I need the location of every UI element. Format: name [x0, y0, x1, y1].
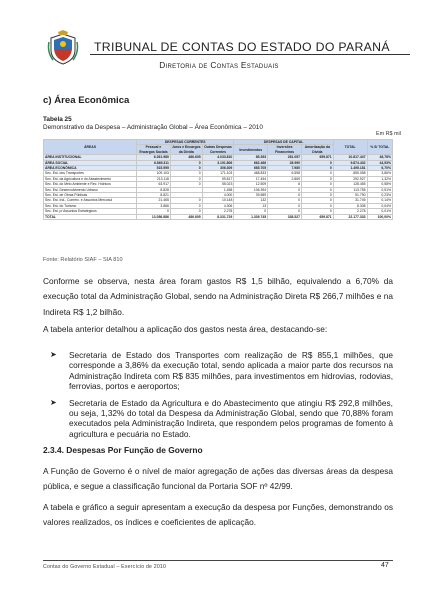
arrow-bullet-icon: ➤	[50, 350, 57, 359]
col-amortizacao: Amortização da Dívida	[301, 145, 333, 155]
paragraph-next-table: A tabela e gráfico a seguir apresentam a execução da despesa por Funções, demonstrando os valores realizados, os índices e coeficientes de aplicação.	[43, 502, 393, 528]
table-cell: 51.790	[333, 193, 367, 198]
department-subtitle: Diretoria de Contas Estaduais	[159, 60, 279, 70]
table-cell: 4.033.810	[202, 155, 234, 160]
col-juros: Juros e Encargos da Dívida	[172, 145, 201, 154]
table-unit: Em R$ mil	[376, 131, 401, 137]
table-cell: 8.821	[137, 193, 171, 198]
table-cell: 0	[170, 176, 202, 181]
table-cell: 13.056.886	[137, 214, 171, 219]
row-label: Sec. Est. Ind., Comérc. e Assuntos Mercosul	[44, 198, 137, 203]
table-cell: 0	[268, 209, 302, 214]
table-cell: 0	[170, 160, 202, 165]
table-cell: 171.103	[202, 171, 234, 176]
table-cell: 8.331.729	[202, 214, 234, 219]
table-cell: 338.527	[268, 214, 302, 219]
table-cell: 1,32%	[367, 176, 392, 181]
table-cell: 21.465	[137, 198, 171, 203]
table-cell: 0,58%	[367, 182, 392, 187]
table-cell: 113.755	[333, 187, 367, 192]
table-cell: 0	[137, 209, 171, 214]
group-capital: DESPESAS DE CAPITAL	[234, 140, 333, 145]
table-cell: 39.589	[234, 193, 268, 198]
row-label: Sec. Est. p/ Assuntos Estratégicos	[44, 209, 137, 214]
table-cell: 0	[301, 187, 333, 192]
table-cell: 0	[170, 209, 202, 214]
table-cell: 659.871	[301, 214, 333, 219]
table-cell: 55.023	[202, 182, 234, 187]
table-cell: 63.917	[137, 182, 171, 187]
table-cell: 0	[170, 203, 202, 208]
col-inversoes: Inversões Financeiras	[268, 145, 302, 155]
table-cell: 59.817	[202, 176, 234, 181]
table-cell: 0	[268, 203, 302, 208]
table-cell: 0	[301, 166, 333, 171]
table-cell: 31.745	[333, 198, 367, 203]
table-cell: 281.057	[268, 155, 302, 160]
table-cell: 0,14%	[367, 198, 392, 203]
table-cell: 132	[234, 198, 268, 203]
table-cell: 12.509	[234, 182, 268, 187]
table-cell: 85.393	[234, 155, 268, 160]
row-label: Sec. Est. do Meio Ambiente e Rec. Hídricos	[44, 182, 137, 187]
list-item: ➤ Secretaria de Estado dos Transportes com realização de R$ 855,1 milhões, que corresponde a 3,86% da execução total, sendo aplicada a maior parte dos recursos na Administração Indireta com R$ 835 milhões, para investimentos em hidrovias, rodovias, ferrovias, portos e aeroportos;	[50, 350, 393, 392]
table-cell: 44,53%	[367, 160, 392, 165]
table-cell: 0	[301, 198, 333, 203]
parana-coat-of-arms-logo	[45, 30, 81, 66]
col-total: TOTAL	[333, 140, 367, 155]
footer-text: Contas do Governo Estadual – Exercício de 2010	[43, 564, 167, 570]
table-cell: 6,70%	[367, 166, 392, 171]
table-cell: 10.817.447	[333, 155, 367, 160]
col-pct: % S/ TOTAL	[367, 140, 392, 155]
table-cell: 515.595	[137, 166, 171, 171]
table-cell: 8.308	[333, 203, 367, 208]
table-cell: 0	[170, 171, 202, 176]
table-cell: 0	[301, 209, 333, 214]
table-cell: 9.874.432	[333, 160, 367, 165]
header-divider	[90, 54, 410, 55]
institution-title: TRIBUNAL DE CONTAS DO ESTADO DO PARANÁ	[94, 40, 390, 54]
table-cell: 6.869.311	[137, 160, 171, 165]
table-cell: 13	[234, 203, 268, 208]
table-cell: 0	[170, 182, 202, 187]
table-cell: 0	[301, 176, 333, 181]
table-cell: 0	[170, 166, 202, 171]
table-cell: 0	[268, 187, 302, 192]
table-cell: 468.833	[234, 171, 268, 176]
table-cell: 0,04%	[367, 203, 392, 208]
list-item: ➤ Secretaria de Estado da Agricultura e do Abastecimento que atingiu R$ 292,8 milhões, ou seja, 1,32% do total da Despesa da Administração Global, sendo que 70,88% foram executados pela Administração Indireta, que respondem pelos programas de fomento à agricultura e pecuária no Estado.	[50, 397, 393, 439]
col-outras: Outras Despesas Correntes	[204, 145, 232, 154]
table-cell: 0	[301, 203, 333, 208]
table-cell: 28.990	[268, 160, 302, 165]
table-cell: 48,78%	[367, 155, 392, 160]
arrow-bullet-icon: ➤	[50, 397, 57, 407]
table-cell: 486.605	[170, 155, 202, 160]
table-label: Tabela 25	[43, 116, 72, 123]
table-caption: Demonstrativo da Despesa – Administração Global – Área Econômica – 2010	[43, 124, 263, 131]
expense-table-wrapper	[43, 139, 393, 220]
table-cell: 486.605	[170, 214, 202, 219]
paragraph-function: A Função de Governo é o nível de maior agregação de ações das diversas áreas da despesa pública, e segue a classificação funcional da Portaria SOF nº 42/99.	[43, 466, 393, 492]
table-cell: 1.495.181	[333, 166, 367, 171]
table-cell: 7.980	[268, 166, 302, 171]
table-cell: 10.148	[202, 198, 234, 203]
table-cell: 0	[268, 198, 302, 203]
table-cell: 0	[268, 193, 302, 198]
col-pessoal: Pessoal e Encargos Sociais	[137, 145, 171, 155]
table-source: Fonte: Relatório SIAF – SIA 810	[43, 257, 123, 263]
table-cell: 0	[301, 193, 333, 198]
table-cell: 2.869	[268, 176, 302, 181]
table-cell: 659.871	[301, 155, 333, 160]
table-cell: 292.927	[333, 176, 367, 181]
table-cell: 128.455	[333, 182, 367, 187]
table-cell: 0	[301, 160, 333, 165]
table-cell: 109.103	[137, 171, 171, 176]
table-cell: 0,51%	[367, 187, 392, 192]
table-cell: 22.177.333	[333, 214, 367, 219]
table-cell: 0	[301, 171, 333, 176]
table-cell: 17.454	[234, 176, 268, 181]
table-cell: 4.000	[202, 193, 234, 198]
table-cell: 2.278	[333, 209, 367, 214]
row-label: ÁREA ECONÔMICA	[44, 166, 137, 171]
expense-table	[43, 139, 393, 220]
table-cell: 1.458	[202, 187, 234, 192]
table-cell: 3.866	[137, 203, 171, 208]
row-label: Sec. Est. Desenvolvimento Urbano	[44, 187, 137, 192]
table-cell: 6.261.980	[137, 155, 171, 160]
footer-divider	[43, 560, 393, 561]
table-cell: 3.191.806	[202, 160, 234, 165]
table-cell: 6	[268, 182, 302, 187]
col-areas: ÁREAS	[44, 140, 137, 155]
table-cell: 0,23%	[367, 193, 392, 198]
table-cell: 1.339.745	[234, 214, 268, 219]
row-label: ÁREA INSTITUCIONAL	[44, 155, 137, 160]
table-cell: 0	[170, 198, 202, 203]
subsection-title: 2.3.4. Despesas Por Função de Governo	[43, 445, 203, 455]
group-correntes: DESPESAS CORRENTES	[137, 140, 234, 145]
table-cell: 855.058	[333, 171, 367, 176]
section-title: c) Área Econômica	[43, 95, 130, 106]
col-investimentos: Investimentos	[234, 145, 268, 155]
table-cell: 6.558	[268, 171, 302, 176]
table-cell: 213.118	[137, 176, 171, 181]
table-cell: 665.705	[234, 166, 268, 171]
table-cell: 306.309	[202, 166, 234, 171]
paragraph-intro-list: A tabela anterior detalhou a aplicação dos gastos nesta área, destacando-se:	[43, 324, 328, 334]
table-cell: 3,86%	[367, 171, 392, 176]
table-row	[44, 214, 393, 219]
table-cell: 0,01%	[367, 209, 392, 214]
highlights-list	[43, 350, 393, 445]
row-label: Sec. Est. da Agricultura e do Abastecimento	[44, 176, 137, 181]
row-label: ÁREA SOCIAL	[44, 160, 137, 165]
row-label: Sec. Est. do Turismo	[44, 203, 137, 208]
table-cell: 106.394	[234, 187, 268, 192]
table-cell: 0	[234, 209, 268, 214]
paragraph-summary: Conforme se observa, nesta área foram gastos R$ 1,5 bilhão, equivalendo a 6,70% da execução total da Administração Global, sendo na Administração Direta R$ 266,7 milhões e na Indireta R$ 1,2 bilhão.	[43, 276, 393, 317]
table-cell: 2.278	[202, 209, 234, 214]
page-number: 47	[381, 562, 389, 569]
table-cell: 662.466	[234, 160, 268, 165]
row-label: TOTAL	[44, 214, 137, 219]
table-cell: 8.828	[137, 187, 171, 192]
row-label: Sec. Est. dos Transportes	[44, 171, 137, 176]
table-cell: 100,00%	[367, 214, 392, 219]
table-cell: 0	[301, 182, 333, 187]
table-cell: 4.306	[202, 203, 234, 208]
row-label: Sec. Est. de Obras Públicas	[44, 193, 137, 198]
